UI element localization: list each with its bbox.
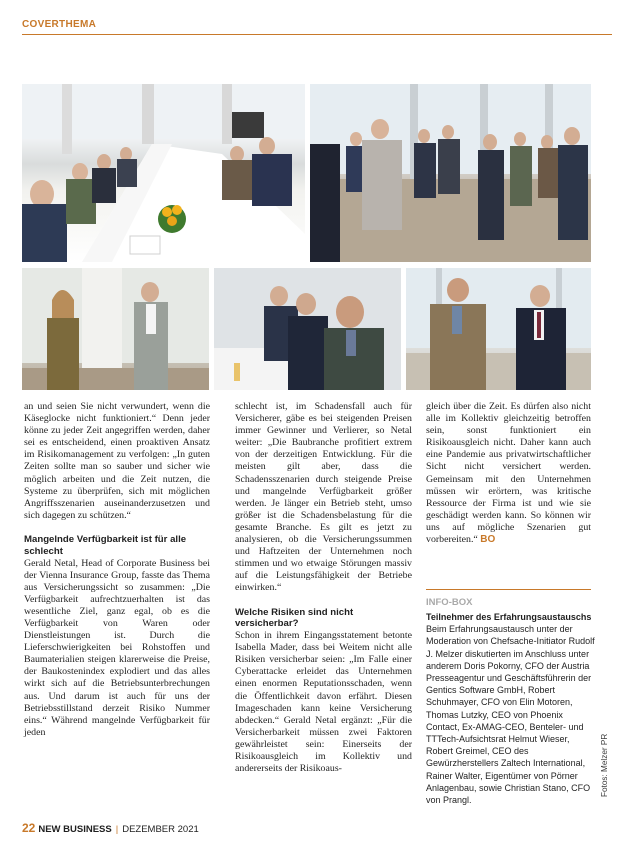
photo-two-guests-illustration — [22, 268, 209, 390]
issue-date: DEZEMBER 2021 — [122, 824, 199, 835]
author-signature: BO — [480, 534, 496, 546]
photo-listeners-illustration — [214, 268, 401, 390]
photo-networking — [310, 84, 591, 262]
paragraph — [426, 401, 591, 546]
top-rule — [22, 34, 612, 35]
infobox-body: Beim Erfahrungsaustausch unter der Moderation von Chefsache-Initiator Rudolf J. Melzer diskutierten im Anschluss unter anderem Doris Pokorny, CFO der Austria Presseagentur und Geschäftsführerin der Gentics Software GmbH, Robert Schuhmayer, CFO von Elin Motoren, Thomas Lutzky, CEO von Phoenix Contact, Ex-AMAG-CEO, Benteler- und TTTech-Aufsichtsrat Helmut Wieser, Robert Greimel, CEO des Gewürzherstellers Zaltech International, Rainer Walter, Eigentümer von Pörner Anlagenbau, sowie Christian Stano, CFO von Prangl. — [426, 624, 595, 806]
page-number: 22 — [22, 821, 36, 835]
photo-networking-illustration — [310, 84, 591, 262]
page-footer — [22, 821, 199, 835]
photo-credit: Fotos: Melzer PR — [600, 733, 609, 797]
subheading: Mangelnde Verfügbarkeit ist für alle schlecht — [24, 533, 187, 557]
photo-two-men — [406, 268, 591, 390]
infobox-rule — [426, 589, 591, 590]
infobox — [426, 611, 596, 806]
paragraph: Gerald Netal, Head of Corporate Business bei der Vienna Insurance Group, fasste das Thema aus Versicherungssicht so zusammen: „Die Verfügbarkeit aufrechtzuerhalten ist das wesentliche Ziel, ganz egal, ob es die Verfügbarkeit von Waren oder Dienstleistungen ist. Durch die Lieferschwierigkeiten bei Rohstoffen und Baumaterialien steigen klarerweise die Preise, der Baukostenindex explodiert und das alles wirkt sich auf die Betriebsunterbrechungen aus. Und darum ist auch für uns der Betriebsstillstand derzeit Risiko Nummer eins.“ Während mangelnde Verfügbarkeit für jeden — [24, 557, 210, 738]
footer-separator: | — [115, 824, 119, 835]
photo-listeners — [214, 268, 401, 390]
section-label: COVERTHEMA — [22, 19, 97, 30]
magazine-name: NEW BUSINESS — [38, 824, 112, 835]
text-column-2 — [235, 401, 412, 775]
paragraph: an und seien Sie nicht verwundert, wenn die Käseglocke nicht funktioniert.“ Denn jeder könne zu jeder Zeit angegriffen werden, daher sei es entscheidend, einen proaktiven Ansatz im Risikomanagement zu verfolgen: „In guten Zeiten sollte man so sauber und sicher wie möglich arbeiten und die Zeit nutzen, die Systeme zu überprüfen, sich mit möglichen Angriffsszenarien auseinanderzusetzen und sich dagegen zu schützen.“ — [24, 401, 210, 521]
photo-roundtable-illustration — [22, 84, 305, 262]
photo-roundtable — [22, 84, 305, 262]
paragraph: Schon in ihrem Eingangsstatement betonte Isabella Mader, dass bei Weitem nicht alle Risiken versicherbar seien: „Im Falle einer Cyberattacke erleidet das Unternehmen einen enormen Reputationsschaden, wenn die Öffentlichkeit davon erfährt. Diesen Imageschaden kann keine Versicherung abdecken.“ Gerald Netal ergänzt: „Für die Versicherbarkeit müssen zwei Faktoren gewährleistet sein: Einerseits der Risikoausgleich im Kollektiv und andererseits der Risikoaus- — [235, 630, 412, 775]
infobox-title: Teilnehmer des Erfahrungsaustauschs — [426, 612, 592, 622]
paragraph-text: gleich über die Zeit. Es dürfen also nicht alle im Kollektiv gleichzeitig betroffen sein, sonst funktioniert ein Risikoausgleich nicht. Daher kann auch eine Pandemie aus privatwirtschaftlicher Sicht nicht versichert werden. Gemeinsam mit den Unternehmen müssen wir erörtern, was kritische Ressource der Firma ist und wie sie geschädigt werden kann. So können wir uns auf mögliche Szenarien gut vorbereiten.“ — [426, 401, 591, 546]
subheading: Welche Risiken sind nicht versicherbar? — [235, 606, 354, 630]
photo-two-men-illustration — [406, 268, 591, 390]
text-column-3 — [426, 401, 591, 546]
text-column-1 — [24, 401, 210, 739]
infobox-label: INFO-BOX — [426, 597, 473, 608]
photo-two-guests — [22, 268, 209, 390]
paragraph: schlecht ist, im Schadensfall auch für Versicherer, gäbe es bei steigenden Preisen immer Gewinner und Verlierer, so Netal weiter: „Die Baubranche profitiert extrem von der derzeitigen Entwicklung. Für die meisten gilt aber, dass die Schadensszenarien durch steigende Preise und mangelnde Verfügbarkeit größer werden. Je länger ein Betrieb steht, umso größer ist die Schadensbelastung für die gesamte Branche. Es gilt es jetzt zu analysieren, ob die Versicherungssummen und Haftzeiten der Unternehmen noch stimmen und wo etwaige Störungen massiv auf die Leistungsfähigkeit der Betriebe einwirken.“ — [235, 401, 412, 594]
